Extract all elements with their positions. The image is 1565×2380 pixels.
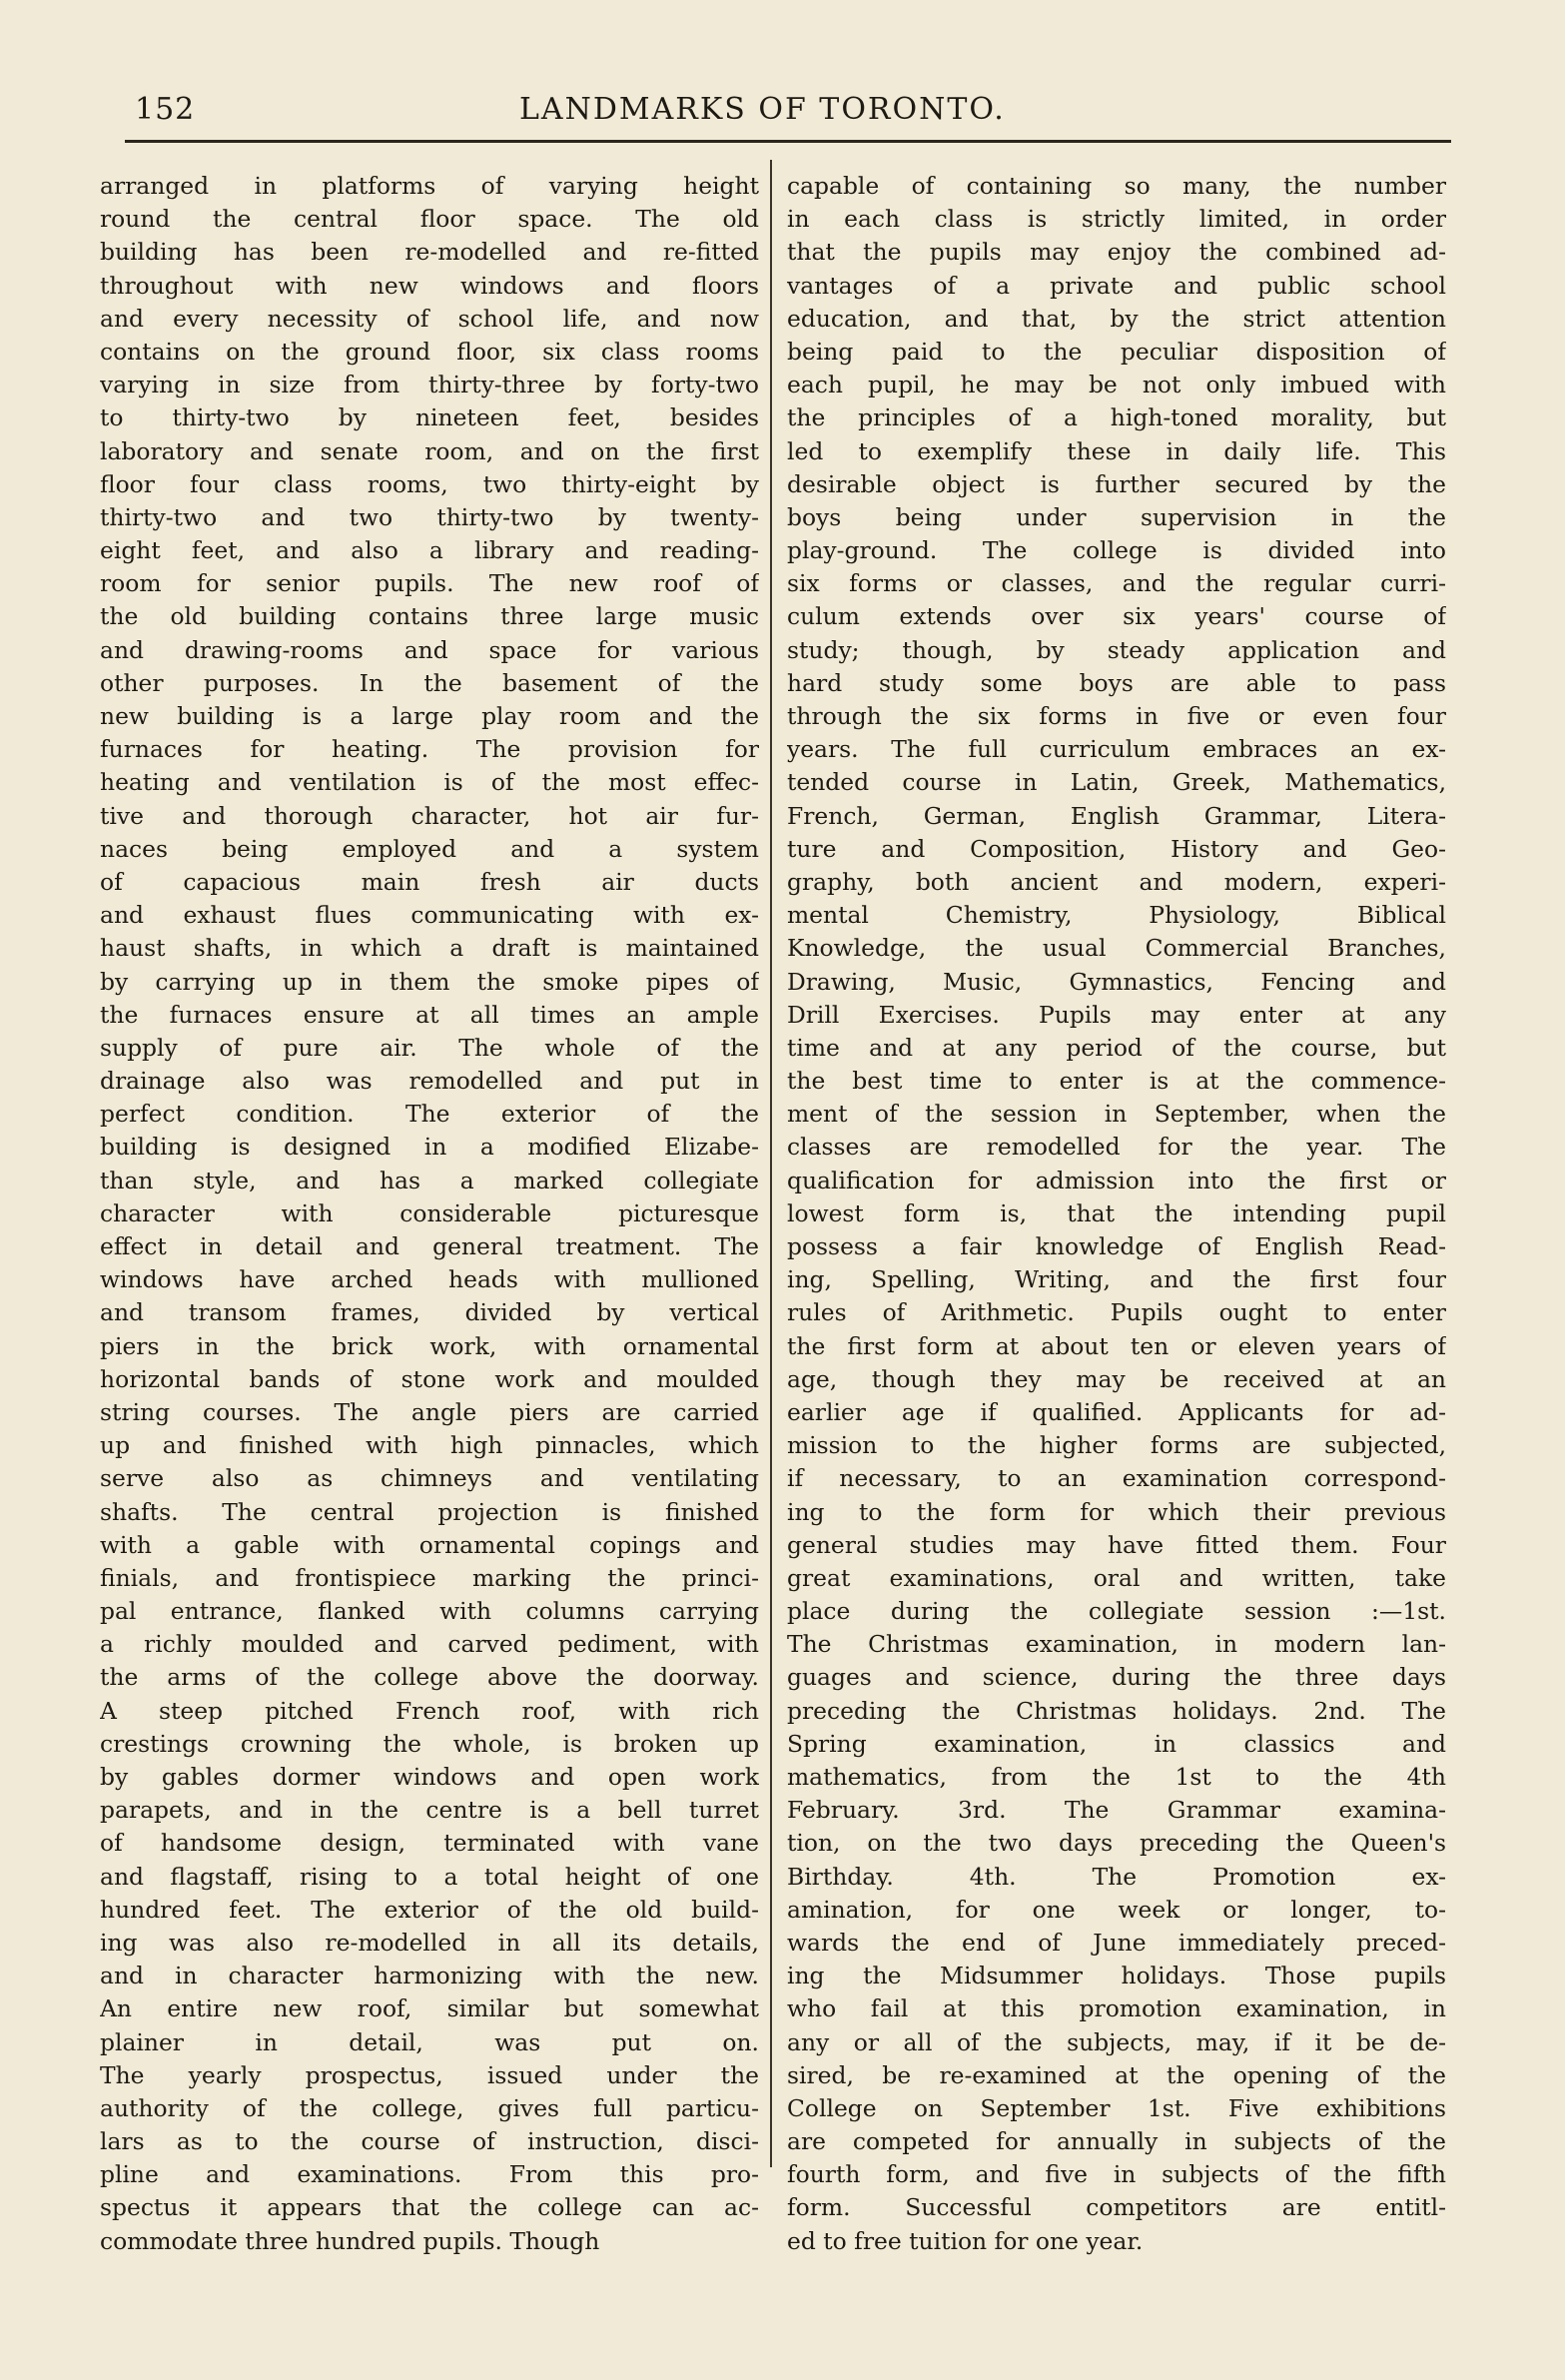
text-line: rules of Arithmetic. Pupils ought to enter	[787, 1298, 1446, 1327]
text-line: lowest form is, that the intending pupil	[787, 1198, 1446, 1227]
text-line: led to exemplify these in daily life. This	[787, 436, 1446, 465]
text-line: of capacious main fresh air ducts	[100, 867, 759, 896]
text-line: thirty-two and two thirty-two by twenty-	[100, 502, 759, 531]
text-line: education, and that, by the strict attention	[787, 304, 1446, 333]
text-line: are competed for annually in subjects of the	[787, 2127, 1446, 2156]
text-line: crestings crowning the whole, is broken up	[100, 1729, 759, 1758]
text-line: guages and science, during the three days	[787, 1663, 1446, 1692]
page-number: 152	[135, 92, 196, 127]
text-line: furnaces for heating. The provision for	[100, 735, 759, 764]
text-line: than style, and has a marked collegiate	[100, 1166, 759, 1194]
text-line: general studies may have fitted them. Four	[787, 1530, 1446, 1559]
text-line: and exhaust flues communicating with ex-	[100, 901, 759, 930]
text-line: horizontal bands of stone work and moulded	[100, 1364, 759, 1393]
text-line: mission to the higher forms are subjected,	[787, 1431, 1446, 1460]
text-line: spectus it appears that the college can ac-	[100, 2193, 759, 2222]
left-text-column	[100, 170, 759, 2258]
text-line: laboratory and senate room, and on the first	[100, 436, 759, 465]
text-line: other purposes. In the basement of the	[100, 668, 759, 697]
text-line: serve also as chimneys and ventilating	[100, 1464, 759, 1493]
text-line: the furnaces ensure at all times an ample	[100, 1000, 759, 1029]
text-line: commodate three hundred pupils. Though	[100, 2226, 600, 2255]
text-line: perfect condition. The exterior of the	[100, 1100, 759, 1129]
text-line: round the central floor space. The old	[100, 205, 759, 234]
text-line: play-ground. The college is divided into	[787, 536, 1446, 565]
text-line: ture and Composition, History and Geo-	[787, 834, 1446, 863]
text-line: ing, Spelling, Writing, and the first four	[787, 1265, 1446, 1294]
text-line: who fail at this promotion examination, in	[787, 1994, 1446, 2023]
right-text-column	[787, 170, 1446, 2258]
text-line: the arms of the college above the doorway.	[100, 1663, 759, 1692]
text-line: with a gable with ornamental copings and	[100, 1530, 759, 1559]
text-line: and flagstaff, rising to a total height of one	[100, 1862, 759, 1891]
text-line: windows have arched heads with mullioned	[100, 1265, 759, 1294]
text-line: supply of pure air. The whole of the	[100, 1033, 759, 1062]
text-line: and drawing-rooms and space for various	[100, 635, 759, 664]
text-line: preceding the Christmas holidays. 2nd. The	[787, 1696, 1446, 1725]
text-line: character with considerable picturesque	[100, 1198, 759, 1227]
text-line: drainage also was remodelled and put in	[100, 1067, 759, 1096]
text-line: naces being employed and a system	[100, 834, 759, 863]
text-line: tended course in Latin, Greek, Mathematics,	[787, 768, 1446, 797]
text-line: amination, for one week or longer, to-	[787, 1895, 1446, 1924]
text-line: earlier age if qualified. Applicants for ad-	[787, 1397, 1446, 1426]
text-line: by gables dormer windows and open work	[100, 1763, 759, 1791]
text-line: a richly moulded and carved pediment, with	[100, 1630, 759, 1659]
text-line: the first form at about ten or eleven years of	[787, 1331, 1446, 1360]
text-line: Birthday. 4th. The Promotion ex-	[787, 1862, 1446, 1891]
text-line: great examinations, oral and written, take	[787, 1563, 1446, 1592]
text-line: the best time to enter is at the commence-	[787, 1067, 1446, 1096]
text-line: effect in detail and general treatment. The	[100, 1232, 759, 1260]
text-line: hard study some boys are able to pass	[787, 668, 1446, 697]
text-line: tion, on the two days preceding the Queen's	[787, 1829, 1446, 1858]
text-line: of handsome design, terminated with vane	[100, 1829, 759, 1858]
text-line: finials, and frontispiece marking the princi-	[100, 1563, 759, 1592]
text-line: pline and examinations. From this pro-	[100, 2160, 759, 2189]
text-line: if necessary, to an examination correspond-	[787, 1464, 1446, 1493]
text-line: form. Successful competitors are entitl-	[787, 2193, 1446, 2222]
text-line: wards the end of June immediately preced-	[787, 1928, 1446, 1957]
text-line: ing the Midsummer holidays. Those pupils	[787, 1962, 1446, 1990]
text-line: to thirty-two by nineteen feet, besides	[100, 403, 759, 432]
text-line: French, German, English Grammar, Litera-	[787, 801, 1446, 830]
text-line: arranged in platforms of varying height	[100, 172, 759, 200]
text-line: ed to free tuition for one year.	[787, 2226, 1144, 2255]
text-line: graphy, both ancient and modern, experi-	[787, 867, 1446, 896]
text-line: An entire new roof, similar but somewhat	[100, 1994, 759, 2023]
text-line: throughout with new windows and floors	[100, 271, 759, 300]
text-line: culum extends over six years' course of	[787, 602, 1446, 631]
header-rule	[125, 140, 1451, 143]
text-line: through the six forms in five or even four	[787, 702, 1446, 730]
text-line: vantages of a private and public school	[787, 271, 1446, 300]
text-line: ment of the session in September, when the	[787, 1100, 1446, 1129]
text-line: fourth form, and five in subjects of the fifth	[787, 2160, 1446, 2189]
text-line: ing was also re-modelled in all its details,	[100, 1928, 759, 1957]
text-line: boys being under supervision in the	[787, 502, 1446, 531]
text-line: ing to the form for which their previous	[787, 1497, 1446, 1526]
text-line: years. The full curriculum embraces an ex-	[787, 735, 1446, 764]
text-line: string courses. The angle piers are carried	[100, 1397, 759, 1426]
text-line: contains on the ground floor, six class rooms	[100, 337, 759, 366]
text-line: A steep pitched French roof, with rich	[100, 1696, 759, 1725]
text-line: shafts. The central projection is finished	[100, 1497, 759, 1526]
text-line: floor four class rooms, two thirty-eight by	[100, 469, 759, 498]
page-header	[125, 92, 1453, 140]
text-line: The yearly prospectus, issued under the	[100, 2060, 759, 2089]
text-line: the principles of a high-toned morality, but	[787, 403, 1446, 432]
text-line: varying in size from thirty-three by forty-two	[100, 371, 759, 399]
text-line: capable of containing so many, the number	[787, 172, 1446, 200]
text-line: in each class is strictly limited, in order	[787, 205, 1446, 234]
text-line: building has been re-modelled and re-fitted	[100, 238, 759, 267]
text-line: and transom frames, divided by vertical	[100, 1298, 759, 1327]
text-line: each pupil, he may be not only imbued with	[787, 371, 1446, 399]
column-divider	[770, 160, 772, 2167]
text-line: pal entrance, flanked with columns carrying	[100, 1597, 759, 1626]
text-line: piers in the brick work, with ornamental	[100, 1331, 759, 1360]
text-line: any or all of the subjects, may, if it be de-	[787, 2027, 1446, 2056]
text-line: haust shafts, in which a draft is maintained	[100, 934, 759, 963]
text-line: qualification for admission into the first or	[787, 1166, 1446, 1194]
text-line: lars as to the course of instruction, disci-	[100, 2127, 759, 2156]
text-line: and in character harmonizing with the new.	[100, 1962, 759, 1990]
text-line: Spring examination, in classics and	[787, 1729, 1446, 1758]
text-line: building is designed in a modified Elizabe-	[100, 1133, 759, 1162]
text-line: parapets, and in the centre is a bell turret	[100, 1796, 759, 1825]
text-line: that the pupils may enjoy the combined ad-	[787, 238, 1446, 267]
text-line: study; though, by steady application and	[787, 635, 1446, 664]
text-line: eight feet, and also a library and reading-	[100, 536, 759, 565]
text-line: age, though they may be received at an	[787, 1364, 1446, 1393]
text-line: possess a fair knowledge of English Read-	[787, 1232, 1446, 1260]
text-line: tive and thorough character, hot air fur-	[100, 801, 759, 830]
text-line: hundred feet. The exterior of the old build-	[100, 1895, 759, 1924]
text-line: being paid to the peculiar disposition of	[787, 337, 1446, 366]
text-line: heating and ventilation is of the most effec-	[100, 768, 759, 797]
text-line: The Christmas examination, in modern lan-	[787, 1630, 1446, 1659]
text-line: place during the collegiate session :—1st.	[787, 1597, 1446, 1626]
text-line: new building is a large play room and the	[100, 702, 759, 730]
text-line: mathematics, from the 1st to the 4th	[787, 1763, 1446, 1791]
text-line: College on September 1st. Five exhibitions	[787, 2093, 1446, 2122]
text-line: plainer in detail, was put on.	[100, 2027, 759, 2056]
text-line: up and finished with high pinnacles, which	[100, 1431, 759, 1460]
text-line: desirable object is further secured by the	[787, 469, 1446, 498]
text-line: Drill Exercises. Pupils may enter at any	[787, 1000, 1446, 1029]
text-line: mental Chemistry, Physiology, Biblical	[787, 901, 1446, 930]
text-line: time and at any period of the course, but	[787, 1033, 1446, 1062]
text-line: classes are remodelled for the year. The	[787, 1133, 1446, 1162]
text-line: sired, be re-examined at the opening of the	[787, 2060, 1446, 2089]
running-title: LANDMARKS OF TORONTO.	[519, 92, 1006, 127]
text-line: the old building contains three large music	[100, 602, 759, 631]
text-line: by carrying up in them the smoke pipes of	[100, 967, 759, 996]
text-line: and every necessity of school life, and now	[100, 304, 759, 333]
text-line: Knowledge, the usual Commercial Branches,	[787, 934, 1446, 963]
text-line: room for senior pupils. The new roof of	[100, 569, 759, 598]
text-line: Drawing, Music, Gymnastics, Fencing and	[787, 967, 1446, 996]
text-line: February. 3rd. The Grammar examina-	[787, 1796, 1446, 1825]
text-line: authority of the college, gives full particu-	[100, 2093, 759, 2122]
text-line: six forms or classes, and the regular curri-	[787, 569, 1446, 598]
